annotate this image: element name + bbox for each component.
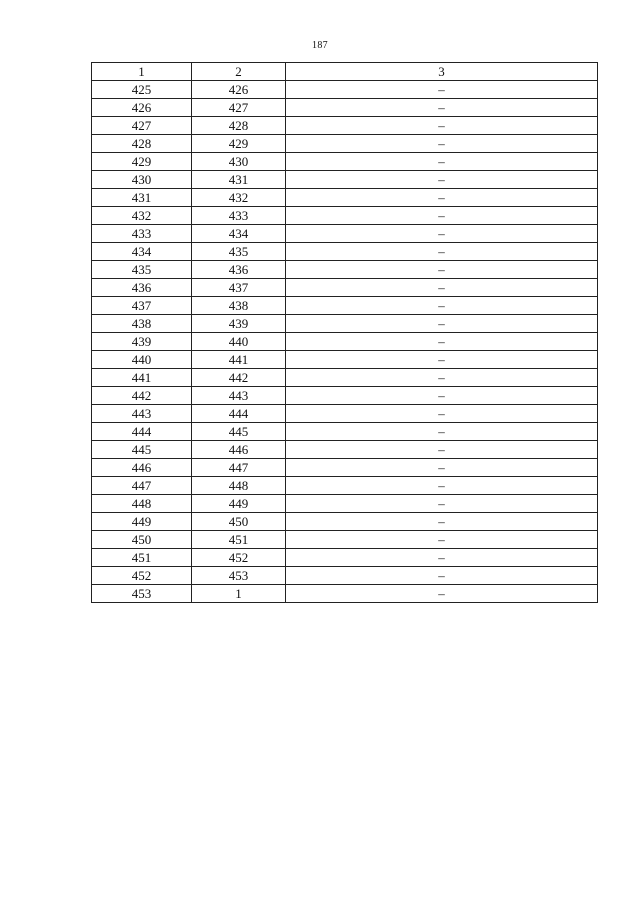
table-row — [92, 585, 598, 603]
table-cell-col-3: – — [286, 243, 598, 261]
table-cell-col-3: – — [286, 225, 598, 243]
table-cell-col-2: 452 — [192, 549, 286, 567]
table-cell-col-2: 430 — [192, 153, 286, 171]
table-cell-col-1: 448 — [92, 495, 192, 513]
table-cell-col-1: 439 — [92, 333, 192, 351]
table-cell-col-3: – — [286, 549, 598, 567]
table-cell-col-1: 446 — [92, 459, 192, 477]
table-row — [92, 495, 598, 513]
table-cell-col-1: 435 — [92, 261, 192, 279]
table-cell-col-3: – — [286, 351, 598, 369]
table-cell-col-3: – — [286, 297, 598, 315]
table-cell-col-3: – — [286, 405, 598, 423]
table-cell-col-2: 443 — [192, 387, 286, 405]
table-cell-col-2: 453 — [192, 567, 286, 585]
table-row — [92, 315, 598, 333]
table-cell-col-3: – — [286, 99, 598, 117]
table-cell-col-2: 447 — [192, 459, 286, 477]
table-cell-col-2: 451 — [192, 531, 286, 549]
table-cell-col-2: 436 — [192, 261, 286, 279]
table-cell-col-1: 443 — [92, 405, 192, 423]
table-row — [92, 369, 598, 387]
table-cell-col-2: 432 — [192, 189, 286, 207]
table-cell-col-2: 441 — [192, 351, 286, 369]
table-row — [92, 297, 598, 315]
table-cell-col-2: 435 — [192, 243, 286, 261]
table-row — [92, 189, 598, 207]
table-cell-col-3: – — [286, 477, 598, 495]
table-row — [92, 171, 598, 189]
table-row — [92, 513, 598, 531]
table-cell-col-2: 438 — [192, 297, 286, 315]
table-cell-col-1: 450 — [92, 531, 192, 549]
table-body — [92, 81, 598, 603]
table-cell-col-3: – — [286, 495, 598, 513]
table-cell-col-3: – — [286, 441, 598, 459]
table-cell-col-3: – — [286, 189, 598, 207]
table-cell-col-1: 432 — [92, 207, 192, 225]
table-cell-col-1: 452 — [92, 567, 192, 585]
table-row — [92, 207, 598, 225]
table-cell-col-1: 453 — [92, 585, 192, 603]
table-cell-col-3: – — [286, 315, 598, 333]
table-cell-col-2: 426 — [192, 81, 286, 99]
table-row — [92, 81, 598, 99]
table-cell-col-3: – — [286, 81, 598, 99]
table-cell-col-1: 442 — [92, 387, 192, 405]
table-cell-col-3: – — [286, 585, 598, 603]
table-cell-col-3: – — [286, 459, 598, 477]
table-cell-col-2: 429 — [192, 135, 286, 153]
table-cell-col-2: 431 — [192, 171, 286, 189]
table-cell-col-2: 433 — [192, 207, 286, 225]
table-row — [92, 459, 598, 477]
table-cell-col-1: 428 — [92, 135, 192, 153]
table-cell-col-1: 437 — [92, 297, 192, 315]
table-row — [92, 243, 598, 261]
column-header-3: 3 — [286, 63, 598, 81]
table-cell-col-1: 436 — [92, 279, 192, 297]
table-cell-col-3: – — [286, 279, 598, 297]
table-row — [92, 351, 598, 369]
table-cell-col-1: 445 — [92, 441, 192, 459]
table-row — [92, 405, 598, 423]
table-cell-col-2: 427 — [192, 99, 286, 117]
table-row — [92, 279, 598, 297]
table-cell-col-1: 444 — [92, 423, 192, 441]
table-row — [92, 477, 598, 495]
table-cell-col-2: 448 — [192, 477, 286, 495]
table-cell-col-2: 449 — [192, 495, 286, 513]
table-row — [92, 567, 598, 585]
table-row — [92, 333, 598, 351]
table-row — [92, 387, 598, 405]
table-cell-col-1: 429 — [92, 153, 192, 171]
table-cell-col-3: – — [286, 261, 598, 279]
table-cell-col-1: 433 — [92, 225, 192, 243]
table-cell-col-1: 434 — [92, 243, 192, 261]
table-cell-col-3: – — [286, 387, 598, 405]
table-cell-col-2: 437 — [192, 279, 286, 297]
table-row — [92, 153, 598, 171]
column-header-1: 1 — [92, 63, 192, 81]
table-cell-col-1: 425 — [92, 81, 192, 99]
table-cell-col-3: – — [286, 369, 598, 387]
table-cell-col-1: 451 — [92, 549, 192, 567]
table-row — [92, 99, 598, 117]
page-number: 187 — [312, 40, 328, 51]
table-row — [92, 135, 598, 153]
table-header — [92, 63, 598, 81]
table-cell-col-2: 434 — [192, 225, 286, 243]
table-cell-col-1: 431 — [92, 189, 192, 207]
table-cell-col-1: 441 — [92, 369, 192, 387]
table-cell-col-1: 430 — [92, 171, 192, 189]
table-cell-col-2: 428 — [192, 117, 286, 135]
table-cell-col-1: 438 — [92, 315, 192, 333]
table-row — [92, 531, 598, 549]
table-row — [92, 549, 598, 567]
table-cell-col-2: 442 — [192, 369, 286, 387]
table-row — [92, 261, 598, 279]
table-cell-col-2: 446 — [192, 441, 286, 459]
table-cell-col-3: – — [286, 513, 598, 531]
table-row — [92, 117, 598, 135]
table-cell-col-3: – — [286, 207, 598, 225]
table-cell-col-3: – — [286, 135, 598, 153]
table-cell-col-1: 426 — [92, 99, 192, 117]
table-row — [92, 441, 598, 459]
table-cell-col-2: 439 — [192, 315, 286, 333]
table-cell-col-3: – — [286, 531, 598, 549]
table-cell-col-1: 440 — [92, 351, 192, 369]
table-cell-col-3: – — [286, 171, 598, 189]
table-cell-col-3: – — [286, 117, 598, 135]
table-cell-col-1: 427 — [92, 117, 192, 135]
data-table — [91, 62, 598, 603]
header-row — [92, 63, 598, 81]
table-row — [92, 423, 598, 441]
table-cell-col-3: – — [286, 567, 598, 585]
table-cell-col-1: 449 — [92, 513, 192, 531]
table-cell-col-3: – — [286, 333, 598, 351]
table-cell-col-3: – — [286, 153, 598, 171]
table-cell-col-1: 447 — [92, 477, 192, 495]
table-cell-col-3: – — [286, 423, 598, 441]
column-header-2: 2 — [192, 63, 286, 81]
table-cell-col-2: 1 — [192, 585, 286, 603]
table-cell-col-2: 450 — [192, 513, 286, 531]
table-cell-col-2: 445 — [192, 423, 286, 441]
table-row — [92, 225, 598, 243]
table-cell-col-2: 444 — [192, 405, 286, 423]
table-cell-col-2: 440 — [192, 333, 286, 351]
